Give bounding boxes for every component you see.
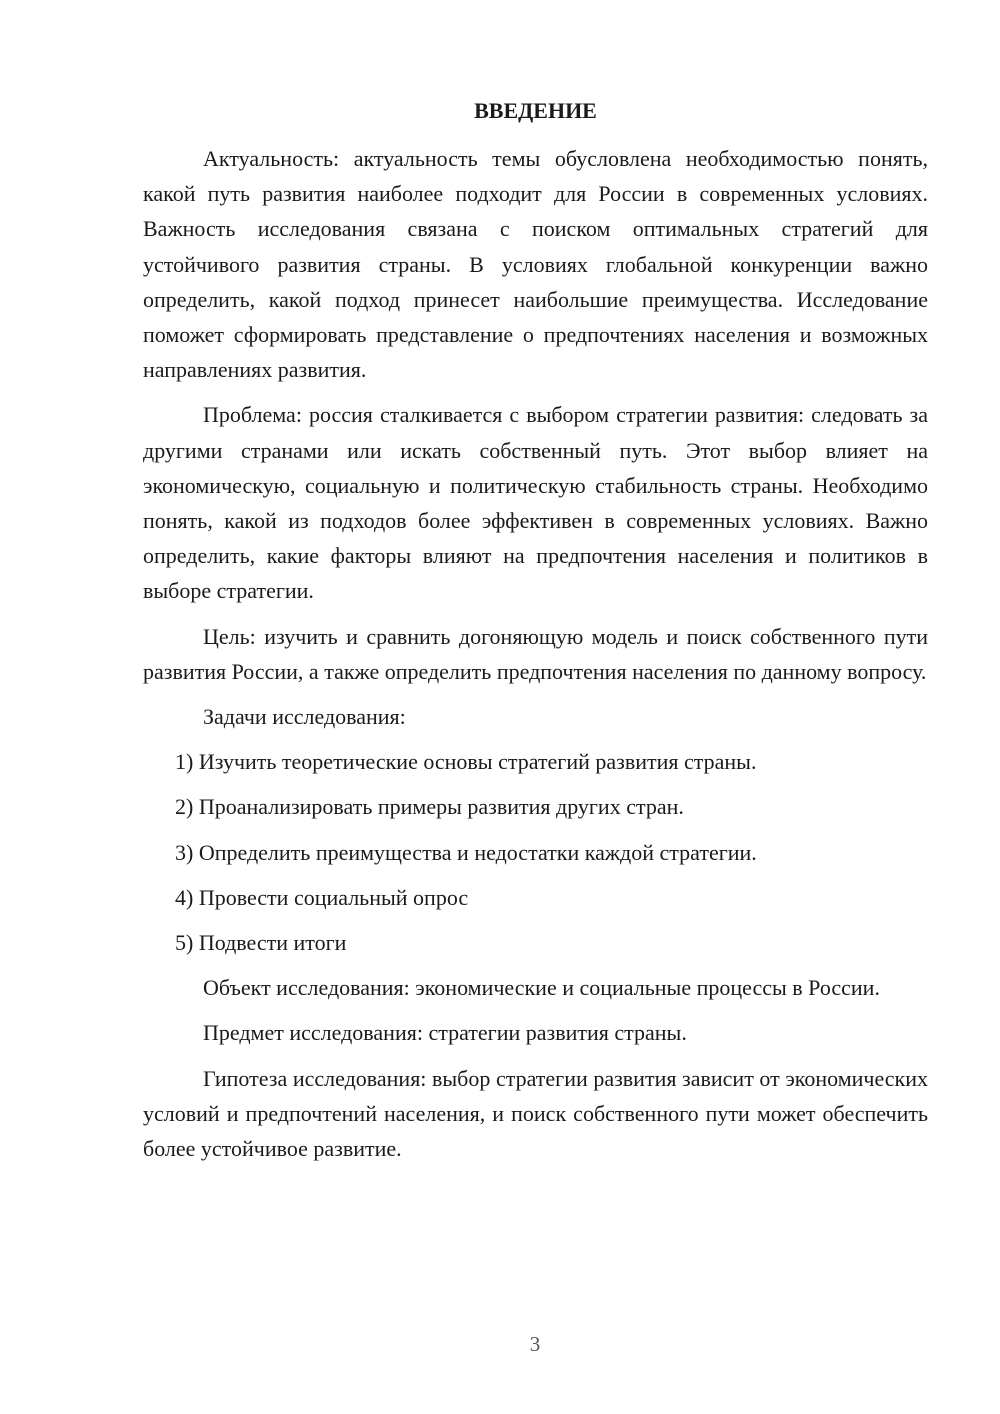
object-paragraph: Объект исследования: экономические и социальные процессы в России. <box>203 975 880 1001</box>
task-item-4: 4) Провести социальный опрос <box>175 884 469 910</box>
document-page <box>143 93 928 1176</box>
task-item-3: 3) Определить преимущества и недостатки каждой стратегии. <box>175 839 757 865</box>
hypothesis-paragraph: Гипотеза исследования: выбор стратегии развития зависит от экономических условий и предпочтений населения, и поиск собственного пути может обеспечить более устойчивое развитие. <box>143 1065 928 1162</box>
tasks-heading: Задачи исследования: <box>203 704 406 730</box>
goal-paragraph: Цель: изучить и сравнить догоняющую модель и поиск собственного пути развития России, а также определить предпочтения населения по данному вопросу. <box>143 623 928 684</box>
page-number: 3 <box>529 1332 541 1356</box>
subject-paragraph: Предмет исследования: стратегии развития страны. <box>203 1020 687 1046</box>
section-title: ВВЕДЕНИЕ <box>474 98 597 123</box>
task-item-2: 2) Проанализировать примеры развития других стран. <box>175 794 684 820</box>
task-item-5: 5) Подвести итоги <box>175 930 347 956</box>
task-item-1: 1) Изучить теоретические основы стратегий развития страны. <box>175 749 757 775</box>
relevance-paragraph: Актуальность: актуальность темы обусловлена необходимостью понять, какой путь развития наиболее подходит для России в современных условиях. Важность исследования связана с поиском оптимальных стратегий для устойчивого развития страны. В условиях глобальной конкуренции важно определить, какой подход принесет наибольшие преимущества. Исследование поможет сформировать представление о предпочтениях населения и возможных направлениях развития. <box>143 146 928 383</box>
problem-paragraph: Проблема: россия сталкивается с выбором стратегии развития: следовать за другими странами или искать собственный путь. Этот выбор влияет на экономическую, социальную и политическую стабильность страны. Необходимо понять, какой из подходов более эффективен в современных условиях. Важно определить, какие факторы влияют на предпочтения населения и политиков в выборе стратегии. <box>143 402 928 604</box>
